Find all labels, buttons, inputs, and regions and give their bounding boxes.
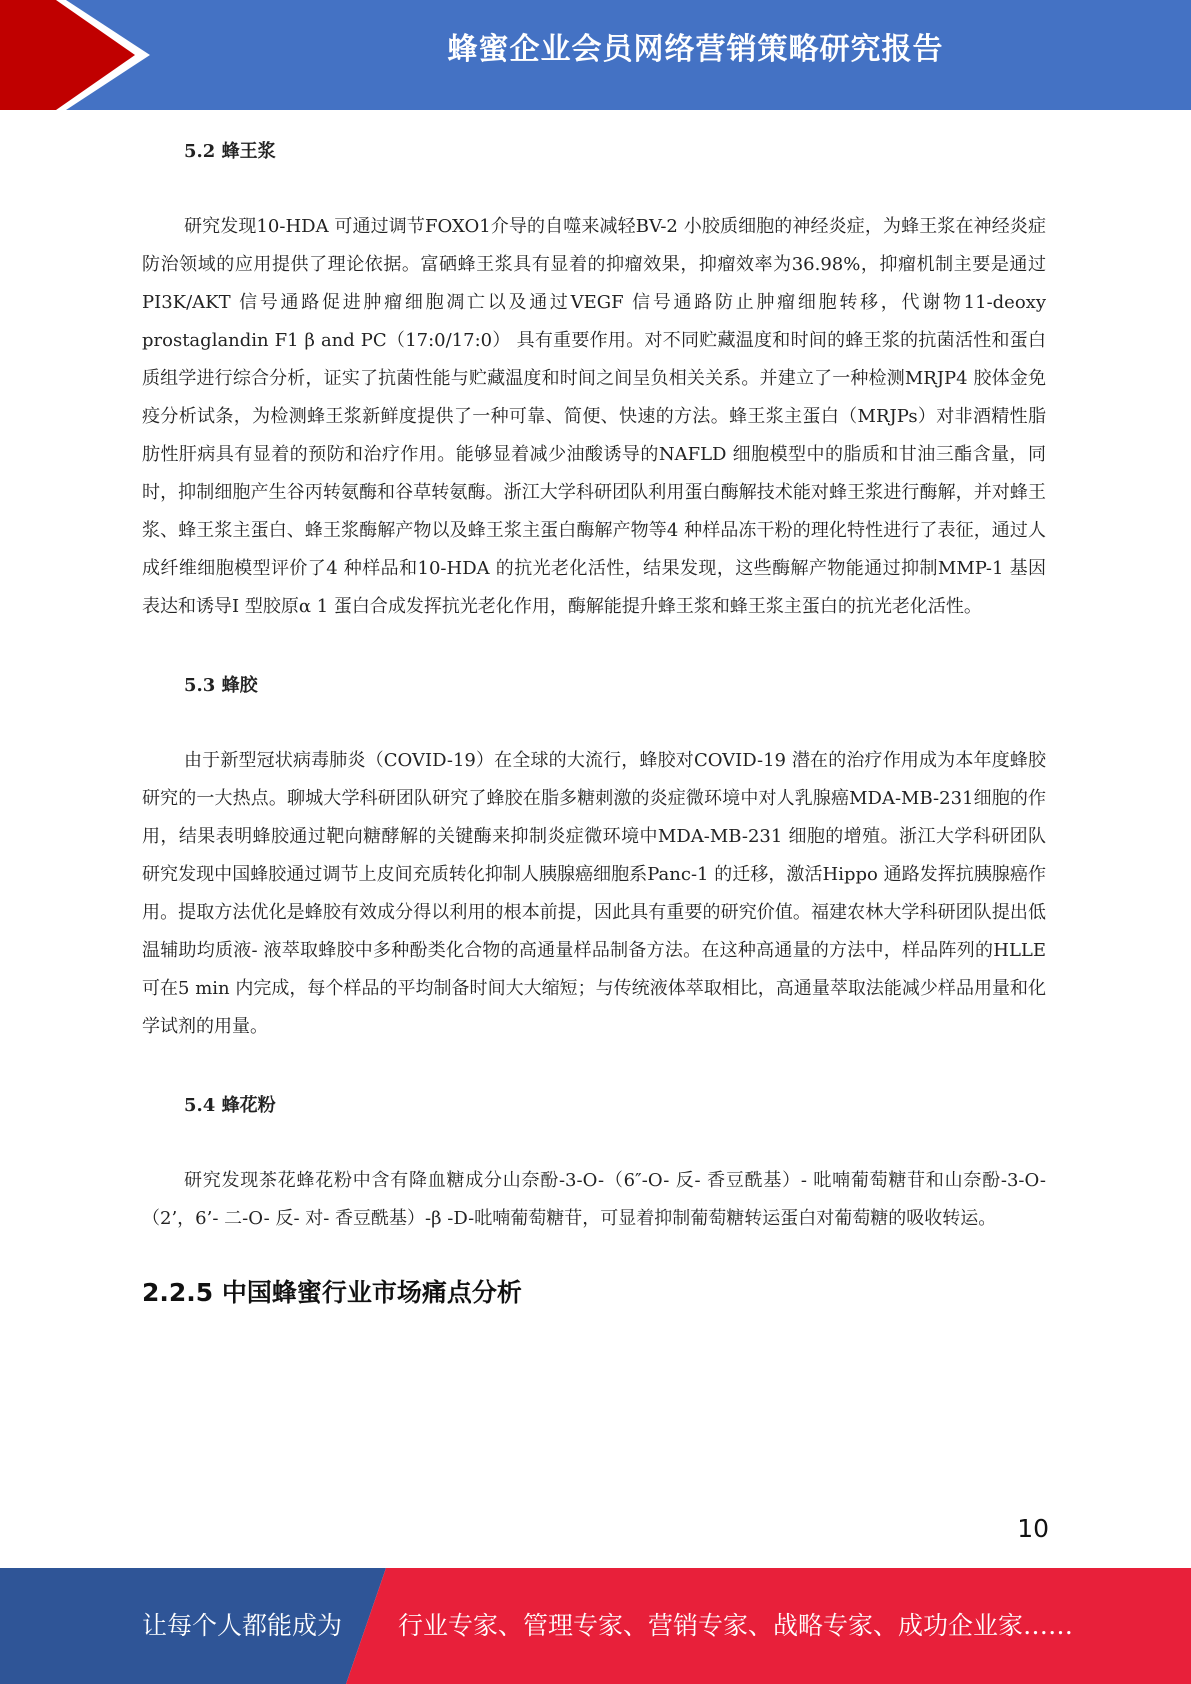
page-number: 10 bbox=[1017, 1514, 1049, 1543]
page-footer bbox=[0, 1568, 1191, 1684]
section-paragraph-propolis: 由于新型冠状病毒肺炎（COVID-19）在全球的大流行，蜂胶对COVID-19 潜在的治疗作用成为本年度蜂胶研究的一大热点。聊城大学科研团队研究了蜂胶在脂多糖刺激的炎症微环境中对人乳腺癌MDA-MB-231细胞的作用，结果表明蜂胶通过靶向糖酵解的关键酶来抑制炎症微环境中MDA-MB-231 细胞的增殖。浙江大学科研团队研究发现中国蜂胶通过调节上皮间充质转化抑制人胰腺癌细胞系Panc-1 的迁移，激活Hippo 通路发挥抗胰腺癌作用。提取方法优化是蜂胶有效成分得以利用的根本前提，因此具有重要的研究价值。福建农林大学科研团队提出低温辅助均质液- 液萃取蜂胶中多种酚类化合物的高通量样品制备方法。在这种高通量的方法中，样品阵列的HLLE 可在5 min 内完成，每个样品的平均制备时间大大缩短；与传统液体萃取相比，高通量萃取法能减少样品用量和化学试剂的用量。 bbox=[142, 750, 1046, 1037]
footer-slogan-left: 让每个人都能成为 bbox=[142, 1611, 343, 1640]
footer-slogan-right: 行业专家、管理专家、营销专家、战略专家、成功企业家…… bbox=[398, 1611, 1074, 1640]
section-title-bee-pollen: 5.4 蜂花粉 bbox=[184, 1095, 276, 1116]
document-body bbox=[142, 130, 1046, 1318]
header-red-arrow bbox=[0, 0, 135, 110]
section-paragraph-royal-jelly: 研究发现10-HDA 可通过调节FOXO1介导的自噬来减轻BV-2 小胶质细胞的神经炎症，为蜂王浆在神经炎症防治领域的应用提供了理论依据。富硒蜂王浆具有显着的抑瘤效果，抑瘤效率为36.98%，抑瘤机制主要是通过PI3K/AKT 信号通路促进肿瘤细胞凋亡以及通过VEGF 信号通路防止肿瘤细胞转移，代谢物11-deoxy prostaglandin F1 β and PC（17:0/17:0） 具有重要作用。对不同贮藏温度和时间的蜂王浆的抗菌活性和蛋白质组学进行综合分析，证实了抗菌性能与贮藏温度和时间之间呈负相关关系。并建立了一种检测MRJP4 胶体金免疫分析试条，为检测蜂王浆新鲜度提供了一种可靠、简便、快速的方法。蜂王浆主蛋白（MRJPs）对非酒精性脂肪性肝病具有显着的预防和治疗作用。能够显着减少油酸诱导的NAFLD 细胞模型中的脂质和甘油三酯含量，同时，抑制细胞产生谷丙转氨酶和谷草转氨酶。浙江大学科研团队利用蛋白酶解技术能对蜂王浆进行酶解，并对蜂王浆、蜂王浆主蛋白、蜂王浆酶解产物以及蜂王浆主蛋白酶解产物等4 种样品冻干粉的理化特性进行了表征，通过人成纤维细胞模型评价了4 种样品和10-HDA 的抗光老化活性，结果发现，这些酶解产物能通过抑制MMP-1 基因表达和诱导Ⅰ 型胶原α 1 蛋白合成发挥抗光老化作用，酶解能提升蜂王浆和蜂王浆主蛋白的抗光老化活性。 bbox=[142, 216, 1046, 617]
section-title-propolis: 5.3 蜂胶 bbox=[184, 675, 258, 696]
subheading: 2.2.5 中国蜂蜜行业市场痛点分析 bbox=[142, 1278, 522, 1307]
header-title: 蜂蜜企业会员网络营销策略研究报告 bbox=[447, 32, 944, 67]
page-header bbox=[0, 0, 1191, 110]
section-title-royal-jelly: 5.2 蜂王浆 bbox=[184, 141, 276, 162]
section-paragraph-bee-pollen: 研究发现茶花蜂花粉中含有降血糖成分山奈酚-3-O-（6″-O- 反- 香豆酰基）- 吡喃葡萄糖苷和山奈酚-3-O-（2’，6’- 二-O- 反- 对- 香豆酰基）-β -D-吡喃葡萄糖苷，可显着抑制葡萄糖转运蛋白对葡萄糖的吸收转运。 bbox=[142, 1170, 1046, 1229]
